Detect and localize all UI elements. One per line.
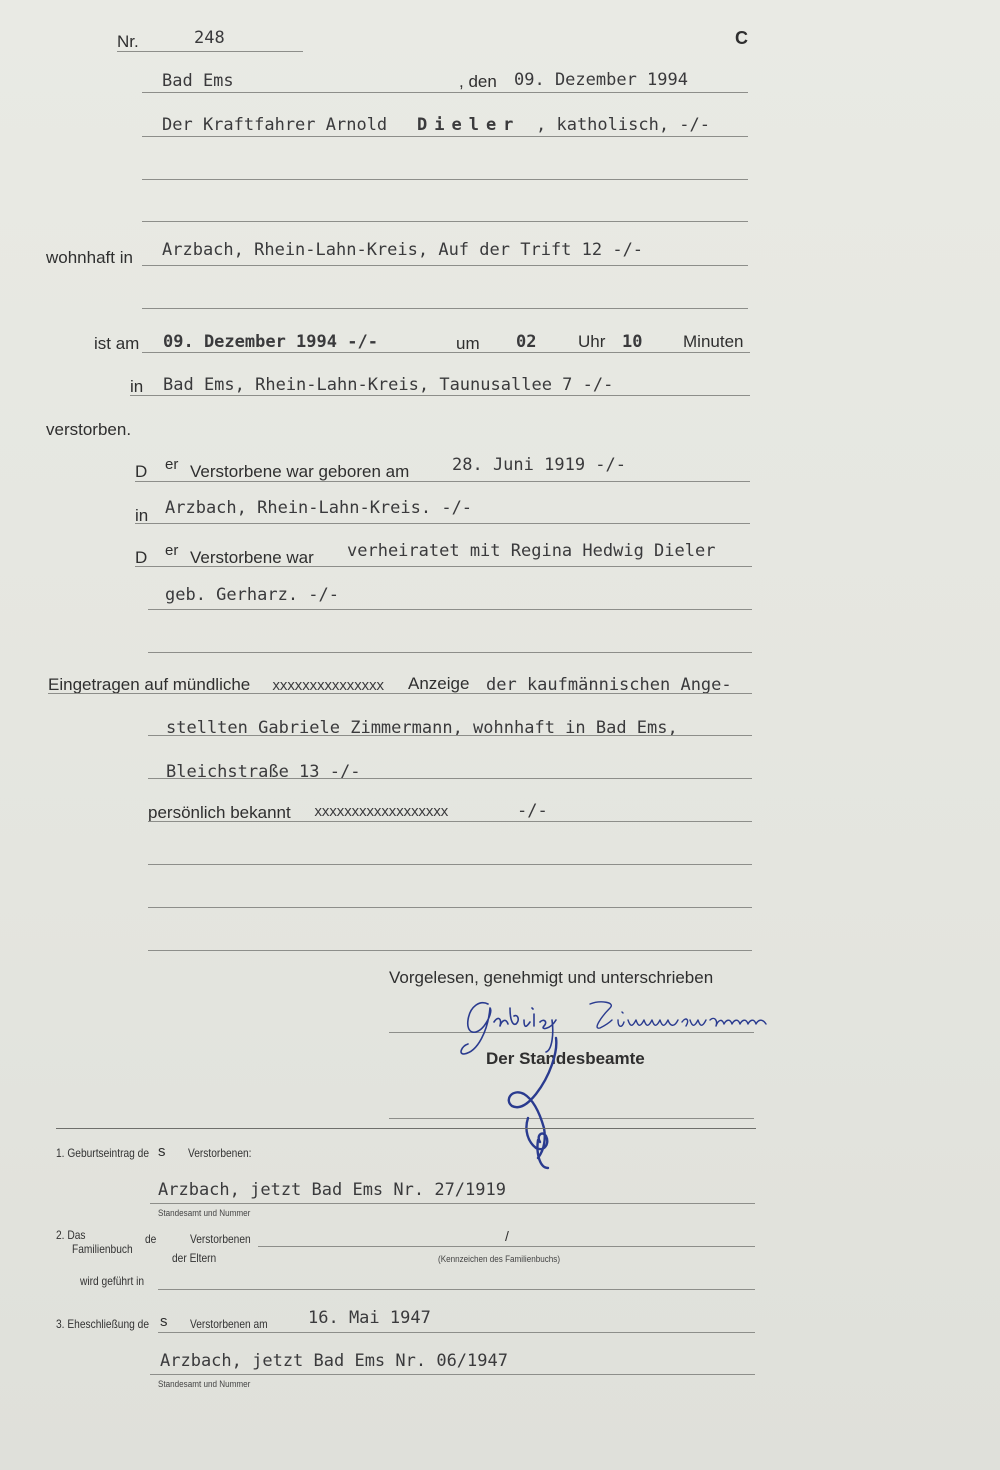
footer-item1-s: s [158, 1143, 166, 1160]
footer-item2-slash: / [505, 1228, 509, 1244]
known-end: -/- [517, 801, 548, 821]
blank-line-4 [148, 652, 752, 653]
marital-value-line1: verheiratet mit Regina Hedwig Dieler [347, 541, 716, 561]
nr-value: 248 [194, 28, 225, 48]
footer-item3-label: 3. Eheschließung de [56, 1317, 149, 1331]
marital-value-line2: geb. Gerharz. -/- [165, 585, 339, 605]
registration-value-line2: stellten Gabriele Zimmermann, wohnhaft in Bad Ems, [166, 718, 678, 738]
footer-item1-label: 1. Geburtseintrag de [56, 1146, 149, 1160]
footer-item2-verstorbenen: Verstorbenen [190, 1232, 251, 1246]
known-line [148, 821, 752, 822]
birth-place-value: Arzbach, Rhein-Lahn-Kreis. -/- [165, 498, 473, 518]
footer-item3-value-line [150, 1374, 755, 1375]
footer-item2-label: Familienbuch [72, 1242, 133, 1256]
footer-item1-caption: Standesamt und Nummer [158, 1208, 251, 1218]
death-place-label: in [130, 377, 144, 396]
death-date-label: ist am [94, 334, 140, 353]
footer-item2-de: de [145, 1232, 157, 1246]
footer-item3-caption: Standesamt und Nummer [158, 1379, 251, 1389]
birth-place-line [135, 523, 750, 524]
residence-value: Arzbach, Rhein-Lahn-Kreis, Auf der Trift 12 -/- [162, 240, 644, 260]
place-value: Bad Ems [162, 71, 234, 91]
death-date-value: 09. Dezember 1994 -/- [163, 332, 378, 352]
death-place-value: Bad Ems, Rhein-Lahn-Kreis, Taunusallee 7 -/- [163, 375, 614, 395]
person-suffix: , katholisch, -/- [536, 115, 710, 135]
death-hour: 02 [516, 332, 537, 352]
footer-divider [56, 1128, 756, 1129]
marital-line-1 [135, 566, 752, 567]
um-label: um [456, 334, 480, 353]
registration-value-line3: Bleichstraße 13 -/- [166, 762, 361, 782]
blank-line-1 [142, 179, 748, 180]
birth-place-label: in [135, 506, 149, 525]
registration-line-2 [148, 735, 752, 736]
nr-label: Nr. [117, 32, 139, 51]
official-label: Der Standesbeamte [486, 1049, 645, 1068]
person-prefix: Der Kraftfahrer Arnold [162, 115, 388, 135]
death-minute: 10 [622, 332, 643, 352]
death-place-line [130, 395, 750, 396]
birth-er-small: er [165, 456, 179, 473]
blank-line-6 [148, 907, 752, 908]
nr-line [117, 51, 303, 52]
blank-line-2 [142, 221, 748, 222]
marital-label: Verstorbene war [190, 548, 314, 567]
footer-item3-suffix: Verstorbenen am [190, 1317, 268, 1331]
blank-line-5 [148, 864, 752, 865]
registration-struck-text: xxxxxxxxxxxxxxx [272, 678, 384, 694]
read-approved-label: Vorgelesen, genehmigt und unterschrieben [389, 968, 714, 987]
footer-item2-num: 2. Das [56, 1228, 86, 1242]
footer-item3-value: Arzbach, jetzt Bad Ems Nr. 06/1947 [160, 1351, 508, 1371]
death-date-line [142, 352, 750, 353]
birth-date-value: 28. Juni 1919 -/- [452, 455, 626, 475]
blank-line-7 [148, 950, 752, 951]
corner-letter: C [735, 28, 748, 48]
place-line [142, 92, 748, 93]
footer-item2-gefuehrt: wird geführt in [80, 1274, 145, 1288]
birth-label: Verstorbene war geboren am [190, 462, 410, 481]
footer-item1-suffix: Verstorbenen: [188, 1146, 252, 1160]
known-struck-text: xxxxxxxxxxxxxxxxxx [314, 804, 448, 820]
registration-value-line1: der kaufmännischen Ange- [486, 675, 732, 695]
residence-label: wohnhaft in [46, 248, 133, 267]
person-surname: Dieler [417, 115, 521, 135]
footer-item3-s: s [160, 1313, 168, 1330]
registration-line-1 [48, 693, 752, 694]
footer-item2-line [258, 1246, 755, 1247]
birth-line [135, 481, 750, 482]
known-label: persönlich bekannt [148, 803, 291, 822]
registration-anzeige: Anzeige [408, 674, 470, 693]
uhr-label: Uhr [578, 332, 606, 351]
marital-line-2 [148, 609, 752, 610]
marital-er-small: er [165, 542, 179, 559]
blank-line-3 [142, 308, 748, 309]
residence-line [142, 265, 748, 266]
footer-item1-line [150, 1203, 755, 1204]
footer-item3-date: 16. Mai 1947 [308, 1308, 431, 1328]
den-label: , den [459, 72, 497, 91]
registration-label: Eingetragen auf mündliche [48, 675, 251, 694]
footer-item1-value: Arzbach, jetzt Bad Ems Nr. 27/1919 [158, 1180, 506, 1200]
marital-d-letter: D [135, 548, 148, 567]
footer-item3-line [158, 1332, 755, 1333]
footer-item2-gefuehrt-line [158, 1289, 755, 1290]
registration-line-3 [148, 778, 752, 779]
footer-item2-caption: (Kennzeichen des Familienbuchs) [438, 1254, 561, 1264]
birth-d-letter: D [135, 462, 148, 481]
footer-item2-eltern: der Eltern [172, 1251, 217, 1265]
handwritten-signature [440, 990, 780, 1180]
date-value: 09. Dezember 1994 [514, 70, 688, 90]
person-line [142, 136, 748, 137]
minuten-label: Minuten [683, 332, 744, 351]
verstorben-label: verstorben. [46, 420, 132, 439]
